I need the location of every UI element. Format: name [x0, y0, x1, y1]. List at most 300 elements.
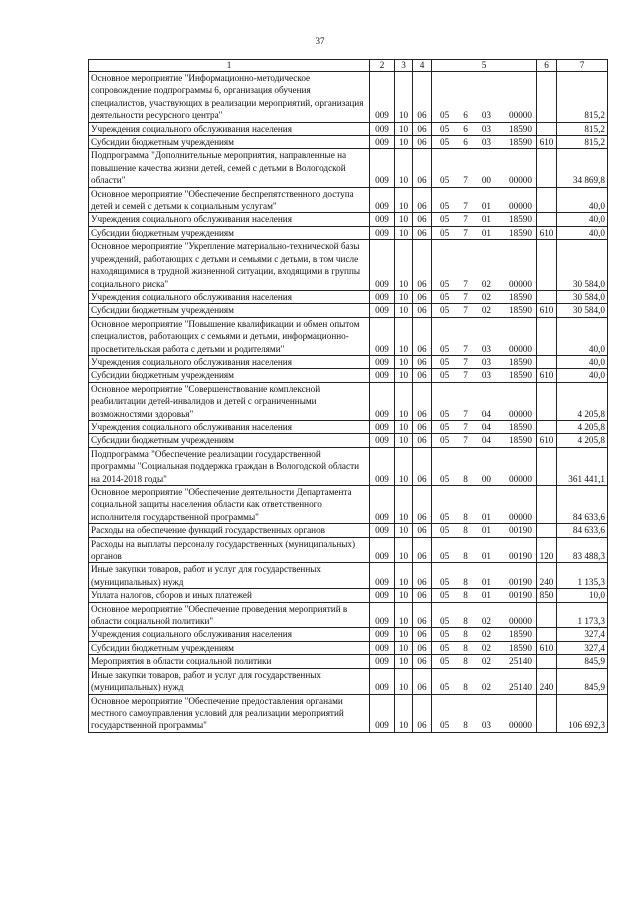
row-section-code: 10: [395, 290, 413, 303]
row-amount: 40,0: [557, 355, 608, 368]
row-program-code: 05: [440, 720, 450, 731]
row-program-code: 05: [440, 137, 450, 148]
row-event-code: 03: [481, 137, 491, 148]
row-program-code: 05: [440, 435, 450, 446]
row-direction-code: 00000: [509, 473, 532, 484]
row-section-code: 10: [395, 420, 413, 433]
row-target-article: [432, 122, 537, 135]
row-subprogram-code: 7: [463, 278, 468, 289]
row-direction-code: 00000: [509, 278, 532, 289]
row-amount: 815,2: [557, 136, 608, 149]
row-section-code: 10: [395, 382, 413, 420]
row-ministry-code: 009: [370, 122, 395, 135]
budget-table: [88, 59, 608, 733]
row-target-article: [432, 668, 537, 694]
row-amount: 4 205,8: [557, 382, 608, 420]
row-amount: 815,2: [557, 72, 608, 123]
row-program-code: 05: [440, 278, 450, 289]
row-subsection-code: 06: [413, 563, 432, 589]
row-event-code: 02: [481, 616, 491, 627]
row-program-code: 05: [440, 291, 450, 302]
row-ministry-code: 009: [370, 628, 395, 641]
row-event-code: 03: [481, 356, 491, 367]
row-subprogram-code: 8: [463, 642, 468, 653]
row-program-code: 05: [440, 227, 450, 238]
row-section-code: 10: [395, 240, 413, 291]
row-subsection-code: 06: [413, 355, 432, 368]
row-section-code: 10: [395, 447, 413, 485]
table-row: [89, 369, 608, 382]
row-program-code: 05: [440, 408, 450, 419]
row-section-code: 10: [395, 537, 413, 563]
row-target-article: [432, 655, 537, 668]
table-row: [89, 537, 608, 563]
row-section-code: 10: [395, 589, 413, 602]
row-program-code: 05: [440, 616, 450, 627]
row-ministry-code: 009: [370, 420, 395, 433]
row-section-code: 10: [395, 524, 413, 537]
row-subsection-code: 06: [413, 628, 432, 641]
table-row: [89, 226, 608, 239]
row-section-code: 10: [395, 149, 413, 187]
row-section-code: 10: [395, 369, 413, 382]
row-ministry-code: 009: [370, 563, 395, 589]
row-section-code: 10: [395, 641, 413, 654]
row-ministry-code: 009: [370, 240, 395, 291]
row-ministry-code: 009: [370, 355, 395, 368]
row-subsection-code: 06: [413, 655, 432, 668]
row-event-code: 00: [481, 473, 491, 484]
row-subprogram-code: 8: [463, 720, 468, 731]
row-event-code: 02: [481, 656, 491, 667]
row-direction-code: 18590: [509, 137, 532, 148]
row-amount: 361 441,1: [557, 447, 608, 485]
row-subprogram-code: 7: [463, 175, 468, 186]
table-row: [89, 641, 608, 654]
row-subsection-code: 06: [413, 304, 432, 317]
row-program-code: 05: [440, 201, 450, 212]
row-ministry-code: 009: [370, 226, 395, 239]
table-row: [89, 122, 608, 135]
row-direction-code: 18590: [509, 435, 532, 446]
row-program-code: 05: [440, 110, 450, 121]
row-section-code: 10: [395, 602, 413, 628]
row-ministry-code: 009: [370, 149, 395, 187]
row-subprogram-code: 7: [463, 370, 468, 381]
row-subsection-code: 06: [413, 187, 432, 213]
row-amount: 327,4: [557, 641, 608, 654]
row-program-code: 05: [440, 421, 450, 432]
row-amount: 106 692,3: [557, 694, 608, 732]
row-target-article: [432, 602, 537, 628]
row-subsection-code: 06: [413, 447, 432, 485]
row-subsection-code: 06: [413, 589, 432, 602]
table-row: [89, 72, 608, 123]
header-col-6: 6: [537, 60, 557, 72]
row-target-article: [432, 187, 537, 213]
table-row: [89, 213, 608, 226]
row-program-code: 05: [440, 370, 450, 381]
row-amount: 30 584,0: [557, 304, 608, 317]
table-row: [89, 602, 608, 628]
row-amount: 1 135,3: [557, 563, 608, 589]
row-target-article: [432, 420, 537, 433]
row-name: Мероприятия в области социальной политики: [89, 655, 370, 668]
row-direction-code: 00000: [509, 616, 532, 627]
row-section-code: 10: [395, 355, 413, 368]
row-ministry-code: 009: [370, 72, 395, 123]
row-name: Основное мероприятие "Укрепление материально-технической базы учреждений, работающих с детьми и семьями с детьми, в том числе находящимися в трудной жизненной ситуации, входящими в группы социального риска": [89, 240, 370, 291]
row-name: Учреждения социального обслуживания населения: [89, 213, 370, 226]
row-name: Основное мероприятие "Обеспечение предоставления органами местного самоуправления условий для реализации мероприятий государственной программы": [89, 694, 370, 732]
row-program-code: 05: [440, 214, 450, 225]
table-row: [89, 486, 608, 524]
row-subprogram-code: 8: [463, 473, 468, 484]
row-subsection-code: 06: [413, 668, 432, 694]
row-ministry-code: 009: [370, 655, 395, 668]
row-direction-code: 00000: [509, 175, 532, 186]
row-program-code: 05: [440, 511, 450, 522]
row-section-code: 10: [395, 628, 413, 641]
row-subprogram-code: 8: [463, 551, 468, 562]
row-subsection-code: 06: [413, 213, 432, 226]
row-ministry-code: 009: [370, 187, 395, 213]
row-ministry-code: 009: [370, 434, 395, 447]
table-row: [89, 187, 608, 213]
row-event-code: 01: [481, 214, 491, 225]
row-event-code: 03: [481, 370, 491, 381]
row-program-code: 05: [440, 343, 450, 354]
row-expense-type: [537, 655, 557, 668]
row-name: Уплата налогов, сборов и иных платежей: [89, 589, 370, 602]
row-subprogram-code: 7: [463, 408, 468, 419]
row-name: Субсидии бюджетным учреждениям: [89, 304, 370, 317]
row-subprogram-code: 8: [463, 576, 468, 587]
row-subsection-code: 06: [413, 694, 432, 732]
row-event-code: 04: [481, 408, 491, 419]
row-target-article: [432, 694, 537, 732]
row-event-code: 03: [481, 720, 491, 731]
row-target-article: [432, 628, 537, 641]
row-direction-code: 00000: [509, 511, 532, 522]
table-row: [89, 240, 608, 291]
row-amount: 4 205,8: [557, 420, 608, 433]
row-target-article: [432, 369, 537, 382]
row-expense-type: 240: [537, 563, 557, 589]
row-direction-code: 00190: [509, 590, 532, 601]
row-section-code: 10: [395, 694, 413, 732]
row-program-code: 05: [440, 123, 450, 134]
row-name: Расходы на обеспечение функций государственных органов: [89, 524, 370, 537]
row-name: Субсидии бюджетным учреждениям: [89, 434, 370, 447]
row-direction-code: 18590: [509, 123, 532, 134]
row-expense-type: [537, 290, 557, 303]
row-subsection-code: 06: [413, 382, 432, 420]
row-ministry-code: 009: [370, 317, 395, 355]
table-row: [89, 447, 608, 485]
row-ministry-code: 009: [370, 369, 395, 382]
row-amount: 845,9: [557, 655, 608, 668]
table-row: [89, 317, 608, 355]
row-direction-code: 00190: [509, 576, 532, 587]
table-row: [89, 589, 608, 602]
row-direction-code: 18590: [509, 421, 532, 432]
row-event-code: 02: [481, 278, 491, 289]
row-subprogram-code: 8: [463, 682, 468, 693]
row-subsection-code: 06: [413, 486, 432, 524]
row-event-code: 03: [481, 123, 491, 134]
header-col-7: 7: [557, 60, 608, 72]
table-row: [89, 524, 608, 537]
row-section-code: 10: [395, 187, 413, 213]
page-number: 37: [315, 36, 325, 46]
row-section-code: 10: [395, 434, 413, 447]
row-event-code: 03: [481, 343, 491, 354]
row-target-article: [432, 226, 537, 239]
row-direction-code: 18590: [509, 214, 532, 225]
row-name: Субсидии бюджетным учреждениям: [89, 641, 370, 654]
row-section-code: 10: [395, 213, 413, 226]
row-name: Учреждения социального обслуживания населения: [89, 628, 370, 641]
table-row: [89, 136, 608, 149]
row-subprogram-code: 7: [463, 214, 468, 225]
table-row: [89, 668, 608, 694]
row-ministry-code: 009: [370, 304, 395, 317]
row-amount: 845,9: [557, 668, 608, 694]
row-section-code: 10: [395, 122, 413, 135]
row-event-code: 01: [481, 227, 491, 238]
row-ministry-code: 009: [370, 213, 395, 226]
row-expense-type: [537, 420, 557, 433]
row-amount: 34 869,8: [557, 149, 608, 187]
row-direction-code: 18590: [509, 227, 532, 238]
row-expense-type: [537, 355, 557, 368]
row-program-code: 05: [440, 356, 450, 367]
row-expense-type: 610: [537, 136, 557, 149]
row-direction-code: 00000: [509, 110, 532, 121]
row-expense-type: [537, 317, 557, 355]
row-section-code: 10: [395, 136, 413, 149]
row-subsection-code: 06: [413, 72, 432, 123]
row-target-article: [432, 434, 537, 447]
header-col-5: 5: [432, 60, 537, 72]
row-program-code: 05: [440, 175, 450, 186]
row-direction-code: 00190: [509, 551, 532, 562]
row-expense-type: [537, 447, 557, 485]
row-expense-type: [537, 187, 557, 213]
row-ministry-code: 009: [370, 447, 395, 485]
row-subsection-code: 06: [413, 226, 432, 239]
row-amount: 40,0: [557, 213, 608, 226]
row-subsection-code: 06: [413, 434, 432, 447]
row-subprogram-code: 8: [463, 616, 468, 627]
row-target-article: [432, 149, 537, 187]
row-ministry-code: 009: [370, 524, 395, 537]
row-program-code: 05: [440, 576, 450, 587]
row-name: Субсидии бюджетным учреждениям: [89, 369, 370, 382]
row-event-code: 01: [481, 201, 491, 212]
row-ministry-code: 009: [370, 602, 395, 628]
row-amount: 30 584,0: [557, 290, 608, 303]
row-program-code: 05: [440, 629, 450, 640]
row-subsection-code: 06: [413, 290, 432, 303]
row-expense-type: [537, 213, 557, 226]
table-row: [89, 655, 608, 668]
row-target-article: [432, 382, 537, 420]
row-subsection-code: 06: [413, 122, 432, 135]
row-name: Основное мероприятие "Повышение квалификации и обмен опытом специалистов, работающих с семьями и детьми, информационно-просветительская работа с детьми и родителями": [89, 317, 370, 355]
row-expense-type: [537, 72, 557, 123]
row-subsection-code: 06: [413, 420, 432, 433]
row-event-code: 03: [481, 110, 491, 121]
row-target-article: [432, 589, 537, 602]
row-program-code: 05: [440, 682, 450, 693]
row-direction-code: 18590: [509, 370, 532, 381]
row-direction-code: 25140: [509, 682, 532, 693]
row-expense-type: 610: [537, 641, 557, 654]
row-expense-type: 240: [537, 668, 557, 694]
row-event-code: 04: [481, 421, 491, 432]
row-subsection-code: 06: [413, 641, 432, 654]
row-subprogram-code: 8: [463, 525, 468, 536]
row-target-article: [432, 641, 537, 654]
table-row: [89, 434, 608, 447]
row-ministry-code: 009: [370, 537, 395, 563]
row-name: Основное мероприятие "Информационно-методическое сопровождение подпрограммы 6, организация обучения специалистов, участвующих в реализации мероприятий, организация деятельности ресурсного центра": [89, 72, 370, 123]
row-section-code: 10: [395, 655, 413, 668]
row-event-code: 01: [481, 511, 491, 522]
row-direction-code: 18590: [509, 642, 532, 653]
row-subprogram-code: 7: [463, 343, 468, 354]
row-direction-code: 00000: [509, 408, 532, 419]
row-section-code: 10: [395, 668, 413, 694]
row-section-code: 10: [395, 72, 413, 123]
row-event-code: 01: [481, 590, 491, 601]
row-expense-type: 850: [537, 589, 557, 602]
row-target-article: [432, 355, 537, 368]
row-name: Субсидии бюджетным учреждениям: [89, 136, 370, 149]
row-amount: 327,4: [557, 628, 608, 641]
row-target-article: [432, 563, 537, 589]
row-expense-type: 610: [537, 434, 557, 447]
row-expense-type: 120: [537, 537, 557, 563]
row-subprogram-code: 8: [463, 629, 468, 640]
row-amount: 10,0: [557, 589, 608, 602]
row-target-article: [432, 290, 537, 303]
row-name: Основное мероприятие "Обеспечение проведения мероприятий в области социальной политики": [89, 602, 370, 628]
row-name: Основное мероприятие "Обеспечение беспрепятственного доступа детей и семей с детьми к социальным услугам": [89, 187, 370, 213]
table-row: [89, 563, 608, 589]
row-event-code: 02: [481, 642, 491, 653]
row-expense-type: [537, 149, 557, 187]
row-name: Подпрограмма "Дополнительные мероприятия, направленные на повышение качества жизни детей, семей с детьми в Вологодской области": [89, 149, 370, 187]
row-expense-type: [537, 382, 557, 420]
row-amount: 815,2: [557, 122, 608, 135]
row-target-article: [432, 317, 537, 355]
row-subsection-code: 06: [413, 369, 432, 382]
row-direction-code: 18590: [509, 629, 532, 640]
row-direction-code: 18590: [509, 305, 532, 316]
row-expense-type: 610: [537, 304, 557, 317]
row-amount: 40,0: [557, 369, 608, 382]
row-subprogram-code: 8: [463, 590, 468, 601]
table-row: [89, 290, 608, 303]
row-subprogram-code: 8: [463, 511, 468, 522]
row-ministry-code: 009: [370, 486, 395, 524]
row-program-code: 05: [440, 656, 450, 667]
row-target-article: [432, 304, 537, 317]
row-target-article: [432, 486, 537, 524]
row-program-code: 05: [440, 525, 450, 536]
row-ministry-code: 009: [370, 290, 395, 303]
row-name: Учреждения социального обслуживания населения: [89, 355, 370, 368]
row-ministry-code: 009: [370, 694, 395, 732]
row-name: Иные закупки товаров, работ и услуг для государственных (муниципальных) нужд: [89, 563, 370, 589]
row-subprogram-code: 7: [463, 435, 468, 446]
row-subprogram-code: 7: [463, 291, 468, 302]
row-subprogram-code: 6: [463, 137, 468, 148]
row-expense-type: [537, 628, 557, 641]
row-event-code: 01: [481, 525, 491, 536]
row-event-code: 02: [481, 682, 491, 693]
row-subprogram-code: 8: [463, 656, 468, 667]
row-amount: 1 173,3: [557, 602, 608, 628]
row-program-code: 05: [440, 473, 450, 484]
row-amount: 83 488,3: [557, 537, 608, 563]
row-name: Основное мероприятие "Совершенствование комплексной реабилитации детей-инвалидов и детей с ограниченными возможностями здоровья": [89, 382, 370, 420]
row-program-code: 05: [440, 642, 450, 653]
row-direction-code: 18590: [509, 291, 532, 302]
header-col-2: 2: [370, 60, 395, 72]
row-ministry-code: 009: [370, 589, 395, 602]
header-col-3: 3: [395, 60, 413, 72]
row-subprogram-code: 7: [463, 305, 468, 316]
row-subprogram-code: 7: [463, 201, 468, 212]
row-subsection-code: 06: [413, 524, 432, 537]
header-row: [89, 60, 608, 72]
row-program-code: 05: [440, 590, 450, 601]
row-subprogram-code: 6: [463, 123, 468, 134]
row-expense-type: [537, 240, 557, 291]
row-direction-code: 00000: [509, 720, 532, 731]
row-name: Учреждения социального обслуживания населения: [89, 122, 370, 135]
row-name: Учреждения социального обслуживания населения: [89, 420, 370, 433]
row-section-code: 10: [395, 563, 413, 589]
row-section-code: 10: [395, 317, 413, 355]
row-name: Субсидии бюджетным учреждениям: [89, 226, 370, 239]
row-subsection-code: 06: [413, 537, 432, 563]
row-expense-type: [537, 486, 557, 524]
row-event-code: 02: [481, 291, 491, 302]
row-expense-type: 610: [537, 369, 557, 382]
row-program-code: 05: [440, 305, 450, 316]
row-name: Расходы на выплаты персоналу государственных (муниципальных) органов: [89, 537, 370, 563]
row-subprogram-code: 7: [463, 421, 468, 432]
row-section-code: 10: [395, 226, 413, 239]
row-amount: 84 633,6: [557, 524, 608, 537]
row-program-code: 05: [440, 551, 450, 562]
row-direction-code: 18590: [509, 356, 532, 367]
row-name: Подпрограмма "Обеспечение реализации государственной программы "Социальная поддержка граждан в Вологодской области на 2014-2018 годы": [89, 447, 370, 485]
row-amount: 40,0: [557, 187, 608, 213]
row-amount: 40,0: [557, 226, 608, 239]
row-section-code: 10: [395, 486, 413, 524]
table-row: [89, 382, 608, 420]
row-amount: 30 584,0: [557, 240, 608, 291]
row-subsection-code: 06: [413, 240, 432, 291]
header-col-1: 1: [89, 60, 370, 72]
row-expense-type: [537, 602, 557, 628]
